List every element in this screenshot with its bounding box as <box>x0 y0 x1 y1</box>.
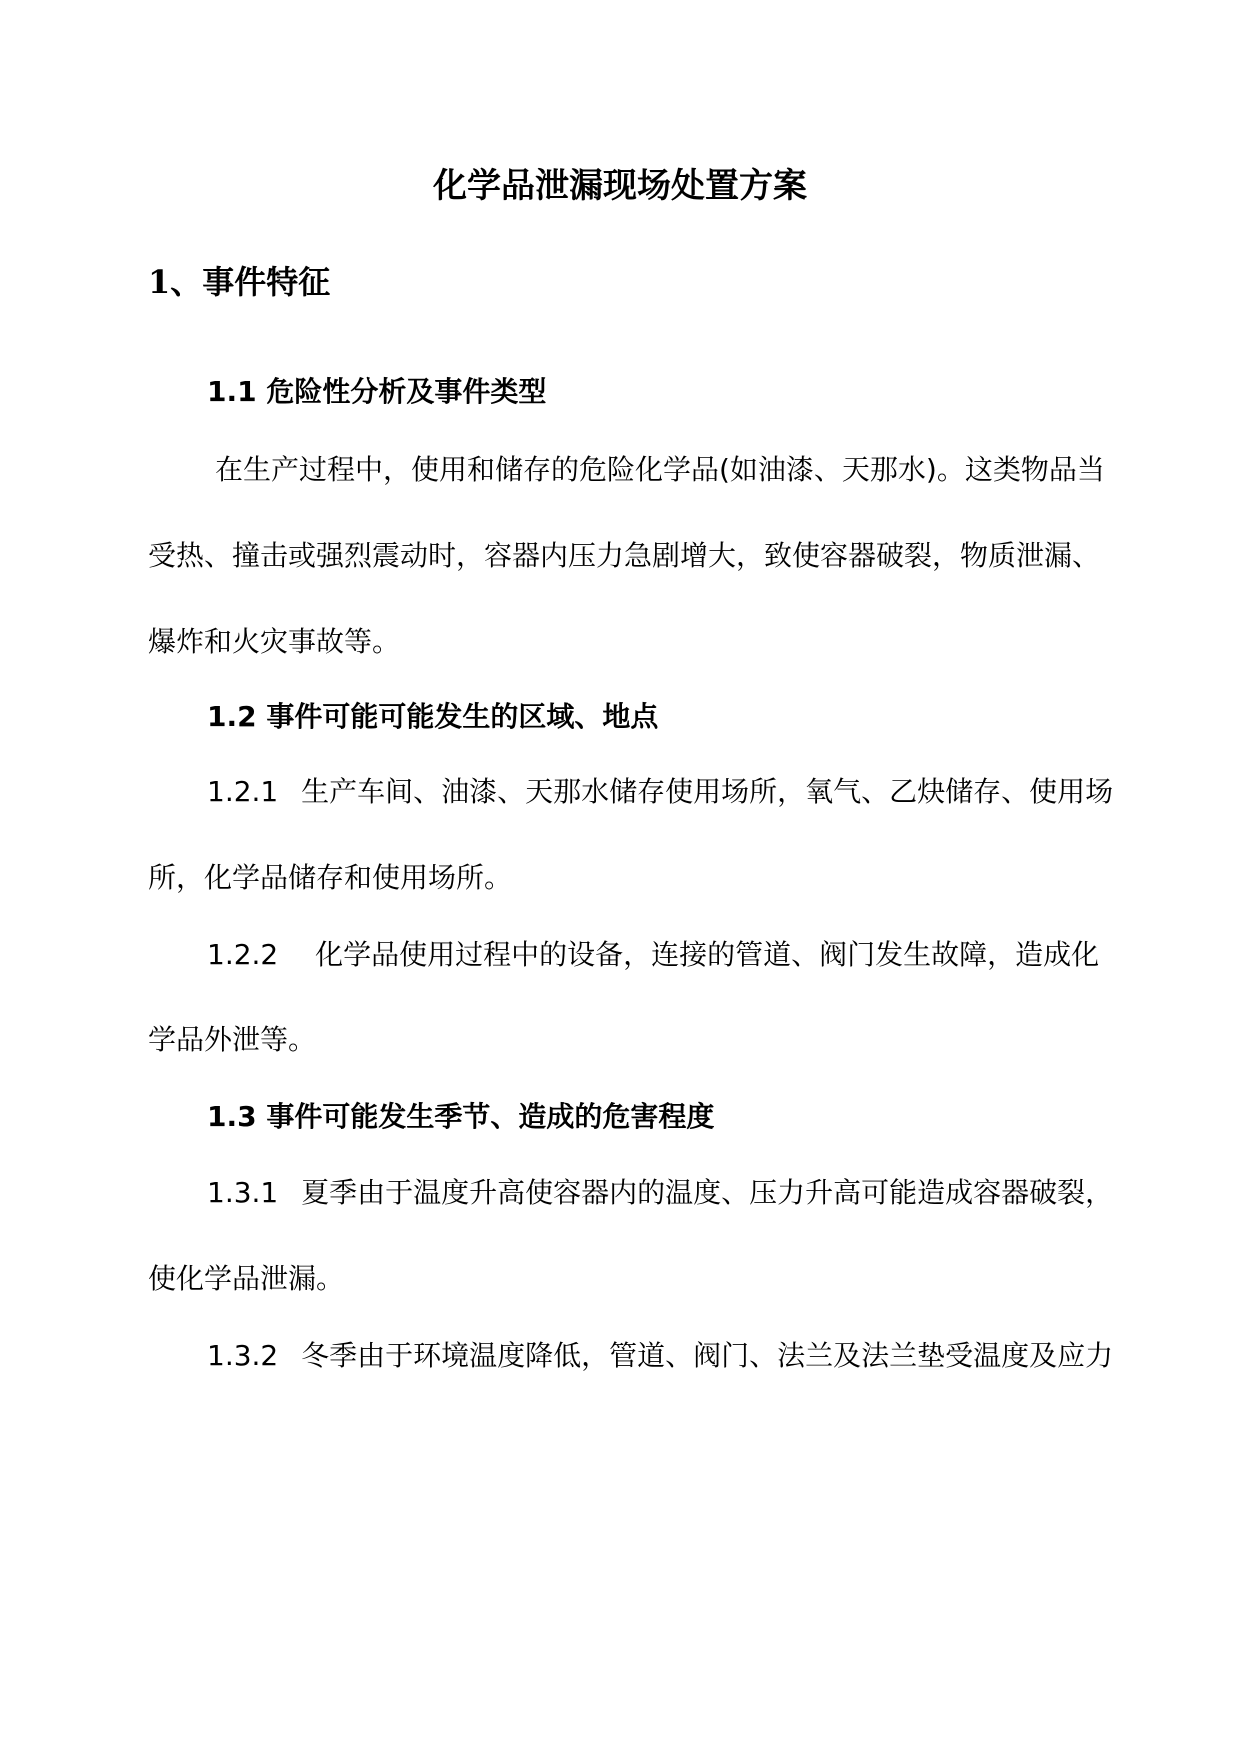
section-1-heading: 1、事件特征 <box>148 263 331 301</box>
section-1-1-heading: 1.1 危险性分析及事件类型 <box>207 375 547 408</box>
item-1-3-2-line-1 <box>207 1336 1113 1376</box>
item-1-2-2-line-2: 学品外泄等。 <box>148 1023 317 1056</box>
item-1-2-1-line-1 <box>207 772 1113 812</box>
item-1-2-2-text: 化学品使用过程中的设备，连接的管道、阀门发生故障，造成化 <box>315 938 1100 971</box>
item-1-3-1-line-2: 使化学品泄漏。 <box>148 1262 345 1295</box>
section-1-2-heading: 1.2 事件可能可能发生的区域、地点 <box>207 700 659 733</box>
item-1-2-2-line-1 <box>207 935 1099 975</box>
item-1-3-1-number: 1.3.1 <box>207 1176 279 1209</box>
item-1-2-2-number: 1.2.2 <box>207 938 279 971</box>
document-title: 化学品泄漏现场处置方案 <box>433 166 807 206</box>
item-1-3-2-text: 冬季由于环境温度降低，管道、阀门、法兰及法兰垫受温度及应力 <box>301 1339 1114 1372</box>
section-1-1-paragraph-line-1: 在生产过程中，使用和储存的危险化学品(如油漆、天那水)。这类物品当 <box>215 453 1105 486</box>
item-1-3-2-number: 1.3.2 <box>207 1339 279 1372</box>
item-1-2-1-number: 1.2.1 <box>207 775 279 808</box>
item-1-2-1-text: 生产车间、油漆、天那水储存使用场所，氧气、乙炔储存、使用场 <box>301 775 1114 808</box>
item-1-2-1-line-2: 所，化学品储存和使用场所。 <box>148 861 513 894</box>
section-1-1-paragraph-line-3: 爆炸和火灾事故等。 <box>148 625 401 658</box>
section-1-3-heading: 1.3 事件可能发生季节、造成的危害程度 <box>207 1100 715 1133</box>
section-1-1-paragraph-line-2: 受热、撞击或强烈震动时，容器内压力急剧增大，致使容器破裂，物质泄漏、 <box>148 539 1101 572</box>
item-1-3-1-line-1 <box>207 1173 1113 1213</box>
item-1-3-1-text: 夏季由于温度升高使容器内的温度、压力升高可能造成容器破裂， <box>301 1176 1114 1209</box>
